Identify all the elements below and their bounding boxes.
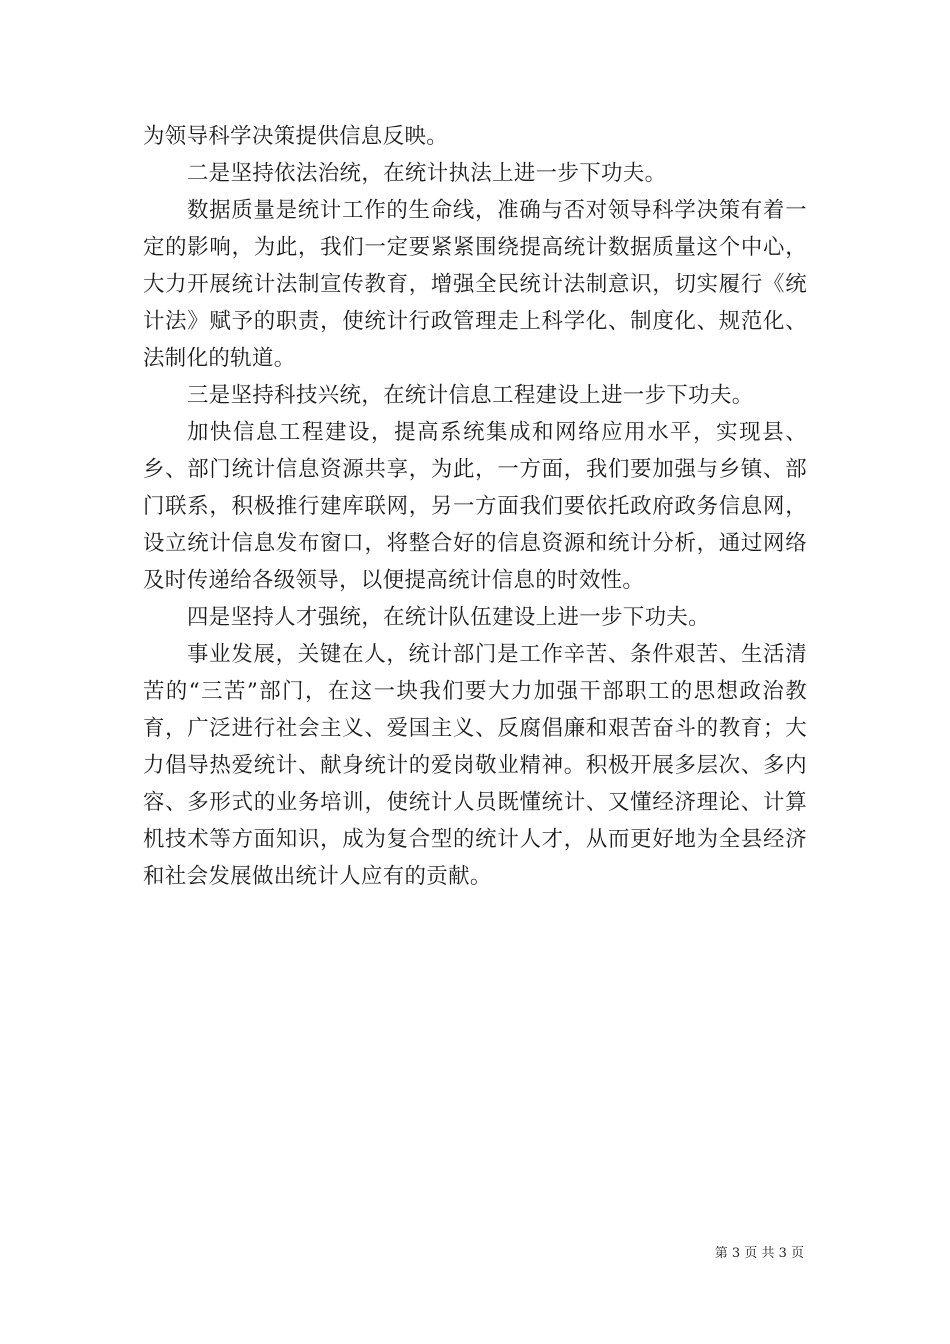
paragraph-team-building: 事业发展，关键在人，统计部门是工作辛苦、条件艰苦、生活清苦的“三苦”部门，在这一块我们要大力加强干部职工的思想政治教育，广泛进行社会主义、爱国主义、反腐倡廉和艰苦奋斗的教育；大力倡导热爱统计、献身统计的爱岗敬业精神。积极开展多层次、多内容、多形式的业务培训，使统计人员既懂统计、又懂经济理论、计算机技术等方面知识，成为复合型的统计人才，从而更好地为全县经济和社会发展做出统计人应有的贡献。 [143,642,807,889]
page-number-footer: 第 3 页 共 3 页 [714,1246,804,1261]
section-heading-rule-of-law: 二是坚持依法治统，在统计执法上进一步下功夫。 [187,161,667,186]
paragraph-data-quality: 数据质量是统计工作的生命线，准确与否对领导科学决策有着一定的影响，为此，我们一定要紧紧围绕提高统计数据质量这个中心，大力开展统计法制宣传教育，增强全民统计法制意识，切实履行《统计法》赋予的职责，使统计行政管理走上科学化、制度化、规范化、法制化的轨道。 [143,198,807,371]
section-heading-technology: 三是坚持科技兴统，在统计信息工程建设上进一步下功夫。 [187,383,754,408]
paragraph-continuation: 为领导科学决策提供信息反映。 [143,124,449,149]
document-body [143,118,807,895]
section-heading-talent: 四是坚持人才强统，在统计队伍建设上进一步下功夫。 [187,605,710,630]
paragraph-information-engineering: 加快信息工程建设，提高系统集成和网络应用水平，实现县、乡、部门统计信息资源共享，为此，一方面，我们要加强与乡镇、部门联系，积极推行建库联网，另一方面我们要依托政府政务信息网，设立统计信息发布窗口，将整合好的信息资源和统计分析，通过网络及时传递给各级领导，以便提高统计信息的时效性。 [143,420,807,593]
